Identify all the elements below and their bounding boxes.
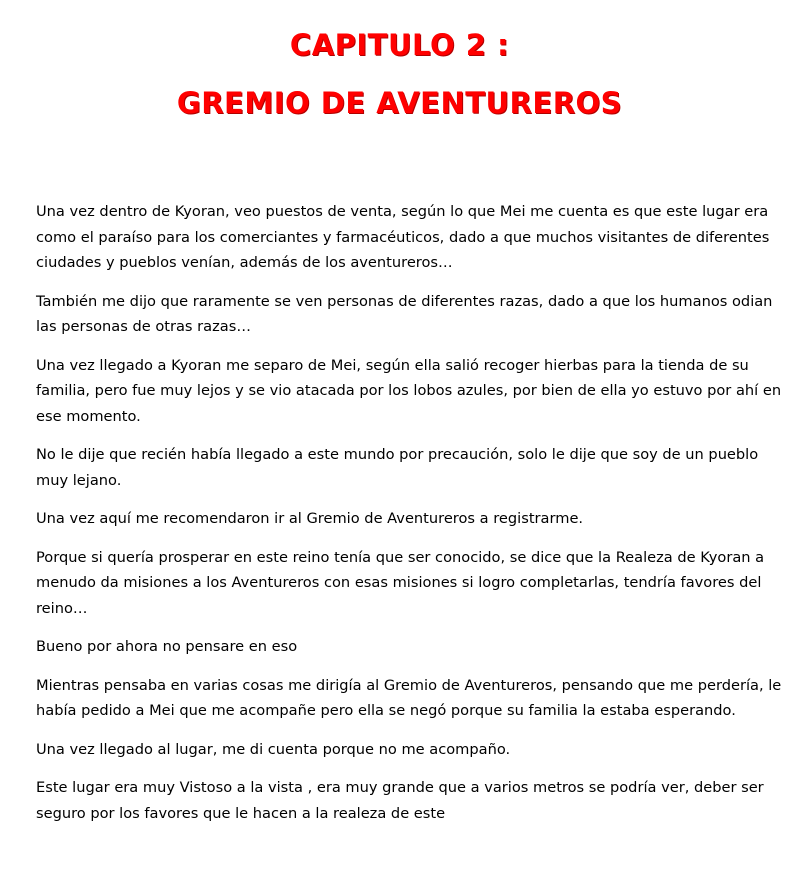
- chapter-title: [0, 26, 799, 122]
- paragraph: Una vez llegado al lugar, me di cuenta porque no me acompaño.: [36, 740, 511, 758]
- paragraph: No le dije que recién había llegado a este mundo por precaución, solo le dije que soy de un pueblo muy lejano.: [36, 446, 759, 489]
- chapter-body: [36, 199, 782, 839]
- paragraph: Una vez dentro de Kyoran, veo puestos de venta, según lo que Mei me cuenta es que este lugar era como el paraíso para los comerciantes y farmacéuticos, dado a que muchos visitantes de diferentes ciudades y pueblos venían, además de los aventureros…: [36, 203, 770, 271]
- paragraph: Bueno por ahora no pensare en eso: [36, 638, 298, 655]
- paragraph: Mientras pensaba en varias cosas me dirigía al Gremio de Aventureros, pensando que me perdería, le había pedido a Mei que me acompañe pero ella se negó porque su familia la estaba esperando.: [36, 676, 782, 719]
- chapter-name: GREMIO DE AVENTUREROS: [176, 86, 623, 120]
- paragraph: Una vez aquí me recomendaron ir al Gremio de Aventureros a registrarme.: [36, 510, 584, 527]
- paragraph: Una vez llegado a Kyoran me separo de Mei, según ella salió recoger hierbas para la tienda de su familia, pero fue muy lejos y se vio atacada por los lobos azules, por bien de ella yo estuvo por ahí en ese momento.: [36, 356, 782, 425]
- paragraph: También me dijo que raramente se ven personas de diferentes razas, dado a que los humanos odian las personas de otras razas…: [36, 292, 773, 335]
- paragraph: Porque si quería prosperar en este reino tenía que ser conocido, se dice que la Realeza de Kyoran a menudo da misiones a los Aventureros con esas misiones si logro completarlas, tendría favores del reino…: [36, 548, 765, 617]
- paragraph: Este lugar era muy Vistoso a la vista , era muy grande que a varios metros se podría ver, deber ser seguro por los favores que le hacen a la realeza de este: [36, 779, 764, 822]
- chapter-number: CAPITULO 2 :: [289, 28, 510, 62]
